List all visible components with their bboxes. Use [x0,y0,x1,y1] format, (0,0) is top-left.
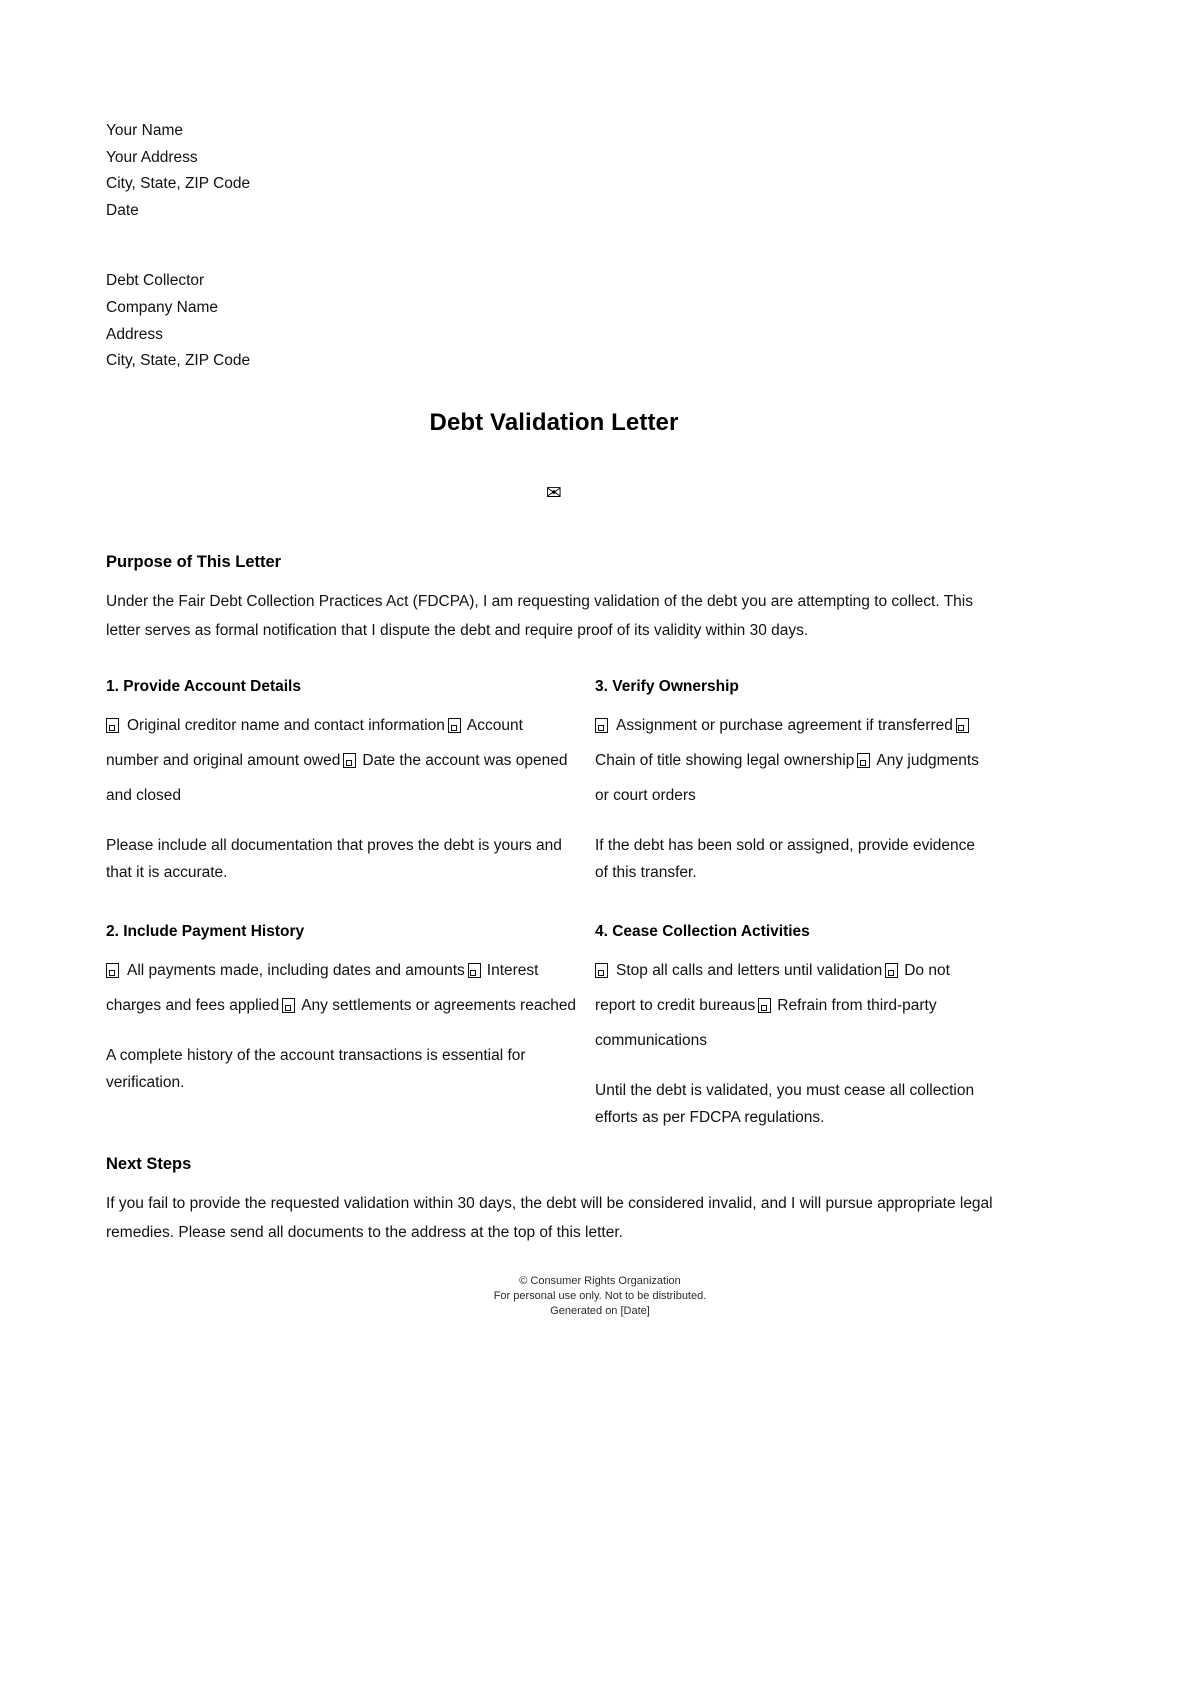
section-cell-4 [595,923,1002,1131]
section-heading: 4. Cease Collection Activities [595,922,810,940]
sections-grid [106,678,1002,1131]
section-items [106,953,577,1023]
section-item: Stop all calls and letters until validation [616,961,883,979]
section-description: Until the debt is validated, you must cease all collection efforts as per FDCPA regulations. [595,1081,975,1126]
bullet-box-icon [468,963,481,978]
section-description: Please include all documentation that proves the debt is yours and that it is accurate. [106,836,562,881]
bullet-box-icon [106,963,119,978]
bullet-box-icon [857,753,870,768]
purpose-heading: Purpose of This Letter [106,552,282,571]
recipient-line: City, State, ZIP Code [106,352,251,370]
bullet-box-icon [106,718,119,733]
section-item: Account number and original amount owed [106,716,523,769]
section-description: If the debt has been sold or assigned, provide evidence of this transfer. [595,836,976,881]
section-item: Assignment or purchase agreement if transferred [616,716,953,734]
bullet-box-icon [595,963,608,978]
footer-line: © Consumer Rights Organization [519,1275,681,1287]
recipient-address-block [106,268,1002,374]
section-item: Any settlements or agreements reached [301,996,577,1014]
bullet-box-icon [956,718,969,733]
recipient-line: Debt Collector [106,272,205,290]
page-footer [0,1274,1200,1319]
section-heading: 2. Include Payment History [106,922,305,940]
section-heading: 1. Provide Account Details [106,677,301,695]
footer-line: For personal use only. Not to be distributed. [493,1290,707,1302]
sender-line: Date [106,201,139,219]
section-item: Interest charges and fees applied [106,961,539,1014]
bullet-box-icon [885,963,898,978]
letter-content [106,118,1002,1247]
section-description: A complete history of the account transactions is essential for verification. [106,1046,526,1091]
section-item: Date the account was opened and closed [106,751,568,804]
section-item: Chain of title showing legal ownership [595,751,855,769]
envelope-icon: ✉ [546,481,562,504]
purpose-body: Under the Fair Debt Collection Practices Act (FDCPA), I am requesting validation of the debt you are attempting to collect. This letter serves as formal notification that I dispute the debt and require proof of its validity within 30 days. [106,592,973,639]
bullet-box-icon [282,998,295,1013]
sender-address-block [106,118,1002,224]
section-cell-2 [106,923,595,1131]
section-items [595,708,984,813]
section-item: Do not report to credit bureaus [595,961,950,1014]
bullet-box-icon [448,718,461,733]
bullet-box-icon [343,753,356,768]
section-item: Original creditor name and contact information [127,716,445,734]
bullet-box-icon [595,718,608,733]
section-cell-1 [106,678,595,886]
recipient-line: Address [106,325,163,343]
envelope-glyph-row [106,481,1002,509]
section-cell-3 [595,678,1002,886]
sender-line: City, State, ZIP Code [106,175,251,193]
footer-line: Generated on [Date] [550,1305,650,1317]
section-items [595,953,984,1058]
section-item: All payments made, including dates and amounts [127,961,465,979]
next-steps-body: If you fail to provide the requested validation within 30 days, the debt will be considered invalid, and I will pursue appropriate legal remedies. Please send all documents to the address at the top of this letter. [106,1194,993,1241]
sender-line: Your Name [106,122,183,139]
bullet-box-icon [758,998,771,1013]
recipient-line: Company Name [106,298,218,316]
next-steps-heading: Next Steps [106,1154,192,1173]
section-item: Refrain from third-party communications [595,996,937,1049]
sender-line: Your Address [106,148,198,166]
section-item: Any judgments or court orders [595,751,979,804]
page-title: Debt Validation Letter [429,408,679,436]
section-items [106,708,577,813]
section-heading: 3. Verify Ownership [595,677,739,695]
